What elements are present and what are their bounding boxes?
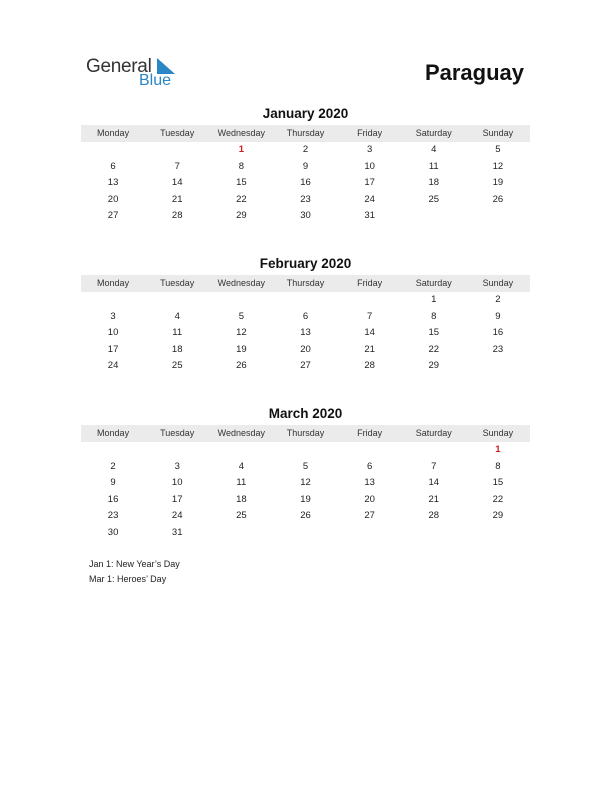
holiday-note: Mar 1: Heroes’ Day	[89, 573, 167, 584]
weekday-label: Thursday	[286, 278, 325, 288]
week-row	[81, 442, 530, 459]
day-cell: 25	[236, 510, 247, 522]
empty-day-cell	[466, 525, 530, 542]
week-row	[81, 342, 530, 359]
day-cell: 18	[428, 177, 440, 189]
empty-day-cell	[338, 292, 402, 309]
day-cell: 11	[236, 477, 247, 489]
day-cell: 15	[428, 327, 440, 339]
day-cell: 6	[110, 160, 116, 172]
week-row	[81, 292, 530, 309]
day-cell: 26	[300, 510, 311, 522]
day-cell: 16	[492, 327, 504, 339]
day-cell: 25	[171, 360, 183, 372]
day-cell: 24	[171, 510, 183, 522]
country-title: Paraguay	[424, 60, 524, 85]
logo-blue-text: Blue	[139, 72, 172, 89]
week-row	[81, 459, 530, 476]
day-cell: 9	[110, 477, 116, 489]
weekday-label: Tuesday	[160, 128, 195, 138]
empty-day-cell	[273, 442, 337, 459]
day-cell: 29	[428, 360, 440, 372]
day-cell: 23	[492, 343, 504, 355]
weekday-label: Wednesday	[217, 128, 266, 138]
day-cell: 3	[110, 310, 116, 322]
day-cell: 30	[107, 526, 119, 538]
week-row	[81, 175, 530, 192]
day-cell: 1	[495, 444, 501, 455]
weekday-label: Thursday	[286, 428, 325, 438]
weekday-label: Saturday	[415, 278, 452, 288]
weekday-label: Tuesday	[160, 428, 195, 438]
day-cell: 17	[107, 343, 119, 355]
weekday-header-row	[81, 125, 530, 142]
day-cell: 17	[364, 177, 375, 189]
day-cell: 13	[300, 327, 311, 339]
empty-day-cell	[81, 142, 145, 159]
day-cell: 30	[300, 210, 311, 222]
day-cell: 22	[236, 193, 247, 205]
week-row	[81, 142, 530, 159]
day-cell: 10	[364, 160, 375, 172]
day-cell: 13	[107, 177, 119, 189]
day-cell: 9	[302, 160, 309, 172]
day-cell: 12	[236, 327, 247, 339]
month-calendar-march	[81, 405, 530, 542]
week-row	[81, 508, 530, 525]
weekday-header-row	[81, 275, 530, 292]
day-cell: 31	[171, 526, 183, 538]
day-cell: 1	[238, 144, 244, 155]
day-cell: 3	[174, 460, 180, 472]
weekday-label: Sunday	[482, 428, 514, 438]
day-cell: 5	[302, 460, 309, 472]
week-row	[81, 325, 530, 342]
day-cell: 6	[302, 310, 309, 322]
week-row	[81, 475, 530, 492]
empty-day-cell	[402, 442, 466, 459]
week-row	[81, 192, 530, 209]
holiday-note: Jan 1: New Year’s Day	[89, 559, 180, 569]
empty-day-cell	[466, 208, 530, 225]
weekday-label: Tuesday	[160, 278, 195, 288]
empty-day-cell	[209, 292, 273, 309]
month-title: February 2020	[259, 256, 352, 271]
week-row	[81, 208, 530, 225]
day-cell: 16	[107, 493, 119, 505]
weekday-label: Thursday	[286, 128, 325, 138]
day-cell: 21	[171, 193, 183, 205]
empty-day-cell	[209, 442, 273, 459]
day-cell: 15	[492, 477, 504, 489]
month-calendar-january	[81, 105, 530, 225]
weekday-label: Saturday	[415, 428, 452, 438]
day-cell: 28	[364, 360, 375, 372]
day-cell: 7	[174, 160, 180, 172]
day-cell: 14	[171, 177, 183, 189]
weekday-label: Monday	[97, 278, 130, 288]
day-cell: 17	[171, 493, 183, 505]
logo-general-text: General	[86, 56, 152, 77]
empty-day-cell	[273, 292, 337, 309]
weekday-header-row	[81, 425, 530, 442]
day-cell: 24	[364, 193, 375, 205]
day-cell: 1	[431, 294, 437, 305]
day-cell: 27	[364, 510, 375, 522]
day-cell: 24	[107, 360, 119, 372]
day-cell: 26	[236, 360, 247, 372]
day-cell: 2	[495, 294, 501, 305]
day-cell: 14	[428, 477, 440, 489]
empty-day-cell	[273, 525, 337, 542]
day-cell: 8	[431, 310, 437, 322]
day-cell: 5	[238, 310, 244, 322]
day-cell: 18	[236, 493, 247, 505]
day-cell: 7	[366, 310, 373, 322]
day-cell: 26	[492, 193, 504, 205]
month-title: January 2020	[262, 106, 349, 121]
day-cell: 6	[366, 460, 373, 472]
weekday-label: Friday	[357, 128, 383, 138]
week-row	[81, 358, 530, 375]
week-row	[81, 492, 530, 509]
day-cell: 12	[300, 477, 311, 489]
empty-day-cell	[402, 208, 466, 225]
day-cell: 12	[492, 160, 504, 172]
month-title: March 2020	[268, 406, 343, 421]
day-cell: 22	[492, 493, 504, 505]
day-cell: 5	[495, 144, 501, 155]
empty-day-cell	[145, 442, 209, 459]
day-cell: 29	[492, 510, 504, 522]
weekday-label: Monday	[97, 128, 130, 138]
day-cell: 19	[492, 177, 504, 189]
empty-day-cell	[338, 442, 402, 459]
weekday-label: Friday	[357, 278, 383, 288]
day-cell: 7	[431, 460, 437, 472]
day-cell: 14	[364, 327, 375, 339]
day-cell: 11	[172, 327, 183, 339]
day-cell: 9	[495, 310, 501, 322]
day-cell: 19	[236, 343, 247, 355]
day-cell: 4	[238, 460, 244, 472]
day-cell: 8	[495, 460, 501, 472]
day-cell: 31	[364, 210, 375, 222]
empty-day-cell	[466, 358, 530, 375]
day-cell: 23	[107, 510, 119, 522]
day-cell: 27	[107, 210, 119, 222]
day-cell: 4	[431, 144, 437, 155]
empty-day-cell	[402, 525, 466, 542]
empty-day-cell	[81, 292, 145, 309]
general-blue-logo	[86, 55, 186, 95]
day-cell: 21	[428, 493, 440, 505]
holiday-notes	[89, 557, 180, 586]
day-cell: 20	[107, 193, 119, 205]
day-cell: 29	[236, 210, 247, 222]
day-cell: 20	[364, 493, 375, 505]
weekday-label: Friday	[357, 428, 383, 438]
day-cell: 15	[236, 177, 247, 189]
day-cell: 11	[428, 160, 439, 172]
week-row	[81, 525, 530, 542]
day-cell: 28	[171, 210, 183, 222]
day-cell: 20	[300, 343, 311, 355]
empty-day-cell	[209, 525, 273, 542]
weekday-label: Monday	[97, 428, 130, 438]
day-cell: 10	[107, 327, 119, 339]
day-cell: 2	[302, 144, 309, 155]
day-cell: 28	[428, 510, 440, 522]
empty-day-cell	[81, 442, 145, 459]
day-cell: 27	[300, 360, 311, 372]
empty-day-cell	[145, 142, 209, 159]
empty-day-cell	[338, 525, 402, 542]
day-cell: 4	[174, 310, 180, 322]
weekday-label: Sunday	[482, 278, 514, 288]
day-cell: 10	[171, 477, 183, 489]
day-cell: 22	[428, 343, 440, 355]
day-cell: 2	[110, 460, 116, 472]
day-cell: 19	[300, 493, 311, 505]
day-cell: 25	[428, 193, 440, 205]
week-row	[81, 159, 530, 176]
day-cell: 18	[171, 343, 183, 355]
day-cell: 8	[238, 160, 244, 172]
empty-day-cell	[145, 292, 209, 309]
day-cell: 23	[300, 193, 311, 205]
weekday-label: Sunday	[482, 128, 514, 138]
day-cell: 21	[364, 343, 375, 355]
day-cell: 3	[366, 144, 373, 155]
week-row	[81, 309, 530, 326]
month-calendar-february	[81, 255, 530, 375]
day-cell: 16	[300, 177, 311, 189]
weekday-label: Wednesday	[217, 428, 266, 438]
day-cell: 13	[364, 477, 375, 489]
weekday-label: Saturday	[415, 128, 452, 138]
weekday-label: Wednesday	[217, 278, 266, 288]
